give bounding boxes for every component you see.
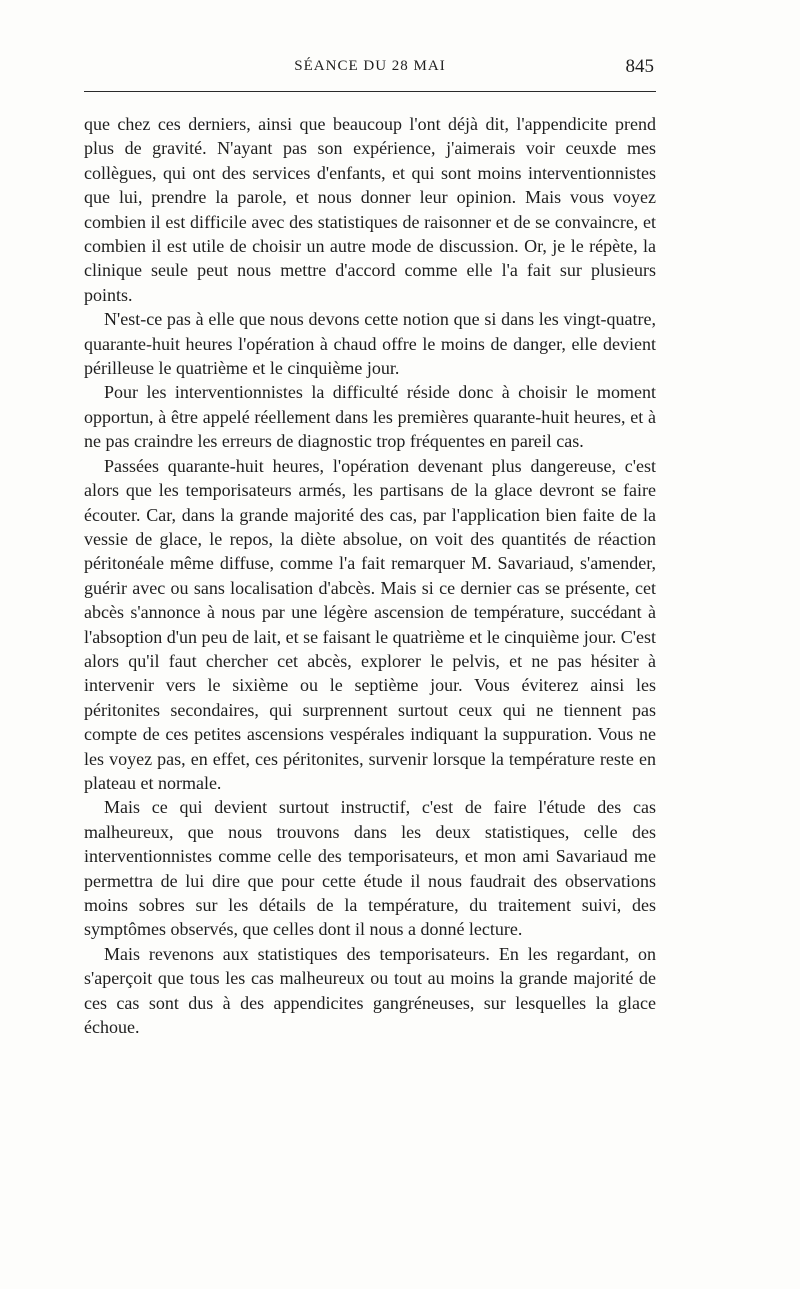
- paragraph-1: que chez ces derniers, ainsi que beaucoup l'ont déjà dit, l'appendicite prend plus de gravité. N'ayant pas son expérience, j'aimerais voir ceuxde mes collègues, qui ont des services d'enfants, et qui sont moins interventionnistes que lui, prendre la parole, et nous donner leur opinion. Mais vous voyez combien il est difficile avec des statistiques de raisonner et de se convaincre, et combien il est utile de choisir un autre mode de discussion. Or, je le répète, la clinique seule peut nous mettre d'accord comme elle l'a fait sur plusieurs points.: [84, 114, 656, 305]
- paragraph-6: Mais revenons aux statistiques des temporisateurs. En les regardant, on s'aperçoit que tous les cas malheureux ou tout au moins la grande majorité de ces cas sont dus à des appendicites gangréneuses, sur lesquelles la glace échoue.: [84, 943, 656, 1038]
- paragraph-4: Passées quarante-huit heures, l'opération devenant plus dangereuse, c'est alors que les temporisateurs armés, les partisans de la glace devront se faire écouter. Car, dans la grande majorité des cas, par l'application bien faite de la vessie de glace, le repos, la diète absolue, on voit des quantités de réaction péritonéale même diffuse, comme l'a fait remarquer M. Savariaud, s'amender, guérir avec ou sans localisation d'abcès. Mais si ce dernier cas se présente, cet abcès s'annonce à nous par une légère ascension de température, succédant à l'absoption d'un peu de lait, et se faisant le quatrième et le cinquième jour. C'est alors qu'il faut chercher cet abcès, explorer le pelvis, et ne pas hésiter à intervenir vers le sixième ou le septième jour. Vous éviterez ainsi les péritonites secondaires, qui surprennent surtout ceux qui ne tiennent pas compte de ces petites ascensions vespérales indiquant la suppuration. Vous ne les voyez pas, en effet, ces péritonites, survenir lorsque la température reste en plateau et normale.: [84, 455, 656, 793]
- paragraph-2: N'est-ce pas à elle que nous devons cette notion que si dans les vingt-quatre, quarante-huit heures l'opération à chaud offre le moins de danger, elle devient périlleuse le quatrième et le cinquième jour.: [84, 309, 656, 379]
- paragraph-5: Mais ce qui devient surtout instructif, c'est de faire l'étude des cas malheureux, que nous trouvons dans les deux statistiques, celle des interventionnistes comme celle des temporisateurs, et mon ami Savariaud me permettra de lui dire que pour cette étude il nous faudrait des observations moins sobres sur les détails de la température, du traitement suivi, des symptômes observés, que celles dont il nous a donné lecture.: [84, 797, 656, 940]
- running-title: SÉANCE DU 28 MAI: [294, 58, 446, 74]
- body-text: [84, 112, 656, 1039]
- running-head: [84, 52, 656, 88]
- header-rule: [84, 91, 656, 92]
- page-number: 845: [625, 56, 654, 77]
- page: [84, 52, 656, 1038]
- paragraph-3: Pour les interventionnistes la difficulté réside donc à choisir le moment opportun, à être appelé réellement dans les premières quarante-huit heures, et à ne pas craindre les erreurs de diagnostic trop fréquentes en pareil cas.: [84, 382, 656, 452]
